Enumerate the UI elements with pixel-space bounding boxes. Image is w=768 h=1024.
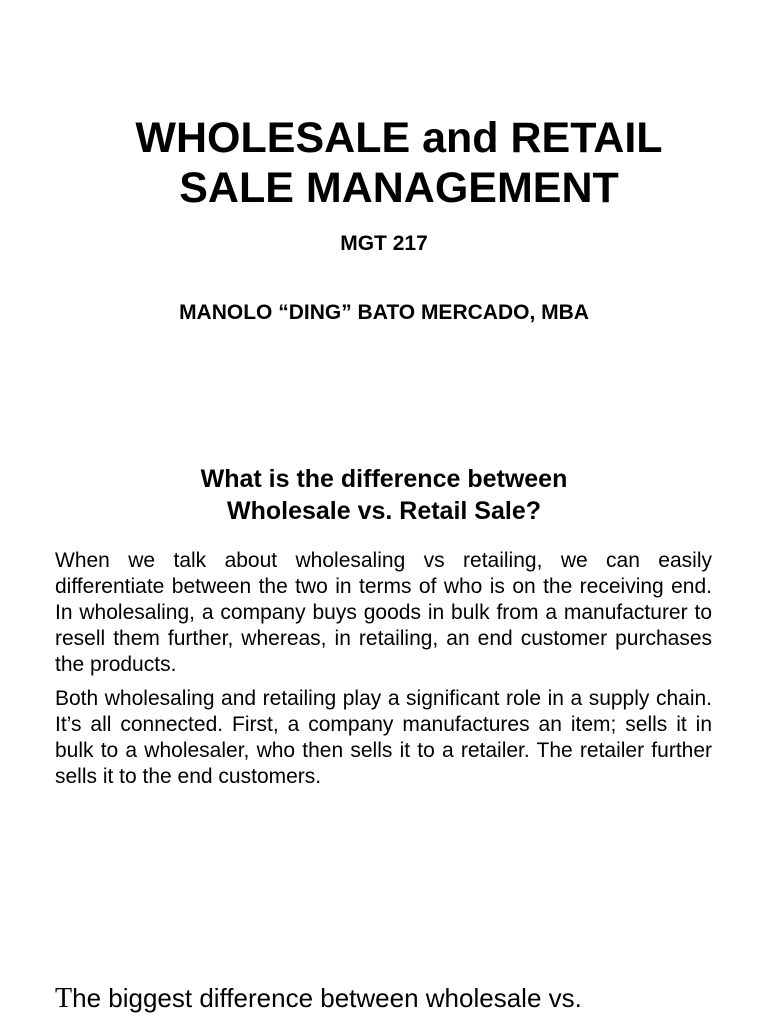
body-paragraph-1: When we talk about wholesaling vs retailing, we can easily differentiate between the two in terms of who is on the receiving end. In wholesaling, a company buys goods in bulk from a manufacturer to resell them further, whereas, in retailing, an end customer purchases the products. bbox=[55, 549, 712, 676]
body-paragraph-3 bbox=[55, 982, 708, 1015]
title-line-1: WHOLESALE and RETAIL bbox=[135, 114, 663, 162]
heading-line-1: What is the difference between bbox=[200, 465, 568, 493]
heading-line-2: Wholesale vs. Retail Sale? bbox=[226, 497, 541, 525]
document-title bbox=[0, 113, 768, 213]
section-heading bbox=[0, 463, 768, 527]
course-code: MGT 217 bbox=[340, 232, 428, 255]
body-paragraph-2: Both wholesaling and retailing play a significant role in a supply chain. It’s all connected. First, a company manufactures an item; sells it in bulk to a wholesaler, who then sells it to a retailer. The retailer further sells it to the end customers. bbox=[55, 687, 712, 788]
paragraph-initial-letter: T bbox=[55, 983, 73, 1014]
author-name: MANOLO “DING” BATO MERCADO, MBA bbox=[179, 301, 589, 324]
title-line-2: SALE MANAGEMENT bbox=[179, 164, 619, 212]
paragraph-3-text: he biggest difference between wholesale vs. bbox=[72, 983, 582, 1013]
